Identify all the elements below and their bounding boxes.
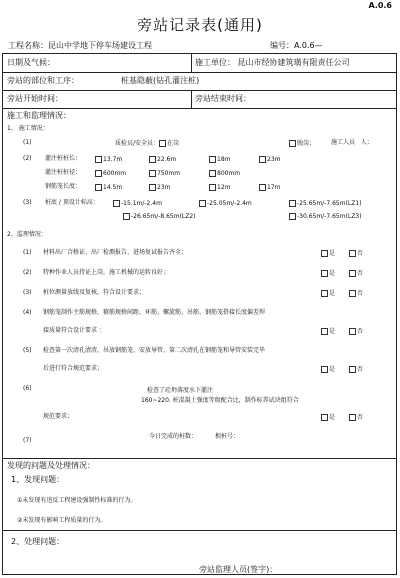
- completed-piles-label: 今日完成的桩数：: [149, 433, 198, 440]
- item-number: (2): [23, 269, 32, 276]
- elevation-label: 桩底 / 顶设计标高：: [45, 199, 99, 206]
- elevation-opt[interactable]: -30.65m/-7.65m(LZ3): [289, 213, 362, 220]
- item-number: (1): [23, 139, 32, 146]
- pile-length-opt[interactable]: 13.7m: [95, 156, 122, 163]
- number-label: 编号：: [270, 41, 294, 50]
- elevation-opt[interactable]: -15.1m/-2.4m: [113, 200, 162, 207]
- construction-subtitle: 1、 施工情况：: [7, 125, 49, 132]
- pile-diameter-label: 灌注桩桩径：: [45, 169, 82, 176]
- off-duty-status: 脱岗；: [289, 140, 315, 147]
- supervision-item-text: 检查第一次清孔清渣，吊放钢筋笼、安放导管、第二次清孔在钢筋笼和导管安装完毕: [43, 347, 266, 354]
- project-row: [8, 40, 152, 51]
- on-duty-checkbox[interactable]: [159, 140, 166, 147]
- supervision-item-text: 钢筋笼制作主筋规格，箍筋规格间距、环筋、螺旋筋、吊筋、钢筋笼搭接长度偏差焊: [43, 309, 266, 316]
- divider: [3, 530, 396, 531]
- item-number: (1): [23, 249, 32, 256]
- problem-item: ①未发现有违反工程建设强制性标准的行为。: [17, 497, 137, 504]
- item-number: (7): [23, 437, 32, 444]
- yes-option[interactable]: 是: [321, 328, 335, 335]
- no-option[interactable]: 否: [349, 290, 363, 297]
- problems-section: [3, 458, 396, 574]
- inspector-label: 质检员/安全员：: [115, 140, 160, 147]
- divider: [191, 54, 192, 72]
- pile-diameter-opt[interactable]: 600mm: [95, 170, 126, 177]
- cage-length-opt[interactable]: 12m: [209, 184, 230, 191]
- contractor-field: [195, 59, 350, 67]
- number-value: A.0.6—: [294, 41, 323, 50]
- item-number: (6): [23, 385, 32, 392]
- cage-length-label: 钢筋笼长度：: [45, 183, 82, 190]
- yes-option[interactable]: 是: [321, 290, 335, 297]
- pile-length-opt[interactable]: 18m: [209, 156, 230, 163]
- item-number: (4): [23, 309, 32, 316]
- form-code: A.0.6: [368, 1, 392, 10]
- yes-option[interactable]: 是: [321, 250, 335, 257]
- no-option[interactable]: 否: [349, 250, 363, 257]
- item-number: (5): [23, 347, 32, 354]
- pile-number-label: 根桩号：: [215, 433, 240, 440]
- cage-length-opt[interactable]: 23m: [149, 184, 170, 191]
- problems-found-title: 1、发现问题：: [11, 475, 65, 484]
- cage-length-opt[interactable]: 14.5m: [95, 184, 122, 191]
- workers-label: 施工人员: [331, 139, 356, 146]
- number-row: [270, 40, 323, 51]
- no-option[interactable]: 否: [349, 328, 363, 335]
- pile-length-label: 灌注桩桩长：: [45, 155, 82, 162]
- supervision-item-text-cont: 接质量符合设计要求 ：: [43, 327, 105, 334]
- handling-title: 2、处理问题：: [11, 537, 65, 546]
- inspector-status: [115, 140, 179, 147]
- signature-label: 旁站监理人员(签字)：: [199, 565, 278, 574]
- start-time-label: 旁站开始时间：: [7, 94, 63, 103]
- time-row: [3, 90, 396, 109]
- contractor-label: 施工单位：: [195, 58, 235, 67]
- off-duty-label: 脱岗: [297, 140, 310, 147]
- off-duty-checkbox[interactable]: [289, 140, 296, 147]
- workers-unit: 人；: [360, 139, 373, 146]
- yes-option[interactable]: 是: [321, 366, 335, 373]
- date-weather-label: 日期及气候：: [7, 58, 55, 67]
- supervision-subtitle: 2、监理情况：: [7, 231, 47, 238]
- page-title: 旁站记录表(通用): [137, 16, 263, 34]
- on-duty-label: 在岗: [167, 140, 180, 147]
- supervision-item-text: 检查了砼坍落度水下灌注: [147, 387, 214, 394]
- supervision-item-text-cont: 规范要求；: [43, 413, 74, 420]
- part-label: 旁站的部位和工序：: [7, 76, 79, 85]
- yes-option[interactable]: 是: [321, 270, 335, 277]
- record-sheet: [2, 53, 397, 575]
- yes-option[interactable]: 是: [321, 414, 335, 421]
- pile-diameter-opt[interactable]: 800mm: [209, 170, 240, 177]
- problems-title: 发现的问题及处理情况：: [7, 461, 95, 470]
- supervision-item-text: 材料出厂合格证、出厂检测报告、进场复试报告齐全；: [43, 249, 188, 256]
- end-time-label: 旁站结束时间：: [195, 94, 251, 103]
- no-option[interactable]: 否: [349, 270, 363, 277]
- pile-length-opt[interactable]: 22.6m: [149, 156, 176, 163]
- date-contractor-row: [3, 54, 396, 73]
- elevation-opt[interactable]: -26.65m/-8.65m(LZ2): [123, 213, 196, 220]
- construction-supervision-section: [3, 108, 396, 459]
- pile-length-opt[interactable]: 23m: [259, 156, 280, 163]
- part-row: [3, 72, 396, 91]
- divider: [191, 90, 192, 108]
- elevation-opt[interactable]: -25.05m/-2.4m: [199, 200, 252, 207]
- pile-diameter-opt[interactable]: 750mm: [149, 170, 180, 177]
- contractor-name: 昆山市经协建筑璜有限责任公司: [237, 58, 350, 67]
- item-number: (2): [23, 155, 32, 162]
- elevation-opt[interactable]: -25.65m/-7.65m(LZ1): [289, 200, 362, 207]
- cage-length-opt[interactable]: 17m: [259, 184, 280, 191]
- no-option[interactable]: 否: [349, 414, 363, 421]
- supervision-item-text: 桩位测量放线及复核，符合设计要求；: [43, 289, 146, 296]
- item-number: (3): [23, 199, 32, 206]
- item-number: (3): [23, 289, 32, 296]
- project-label: 工程名称：: [8, 41, 48, 50]
- workers-count: [331, 140, 373, 146]
- no-option[interactable]: 否: [349, 366, 363, 373]
- problem-item: ②未发现有影响工程质量的行为。: [17, 517, 107, 524]
- section-title: 施工和监理情况：: [7, 111, 71, 120]
- supervision-item-text-cont: 160~220. 桩混凝土强度等级配合比，制作标养试块组符合: [141, 397, 299, 404]
- part-value: 桩基隐蔽(钻孔灌注桩): [121, 76, 200, 85]
- project-name: 昆山中学地下停车场建设工程: [48, 41, 152, 50]
- supervision-item-text: 特种作业人员持证上岗，施工机械的运转良好；: [43, 269, 170, 276]
- supervision-item-text-cont: 后进行符合规范要求；: [43, 365, 104, 372]
